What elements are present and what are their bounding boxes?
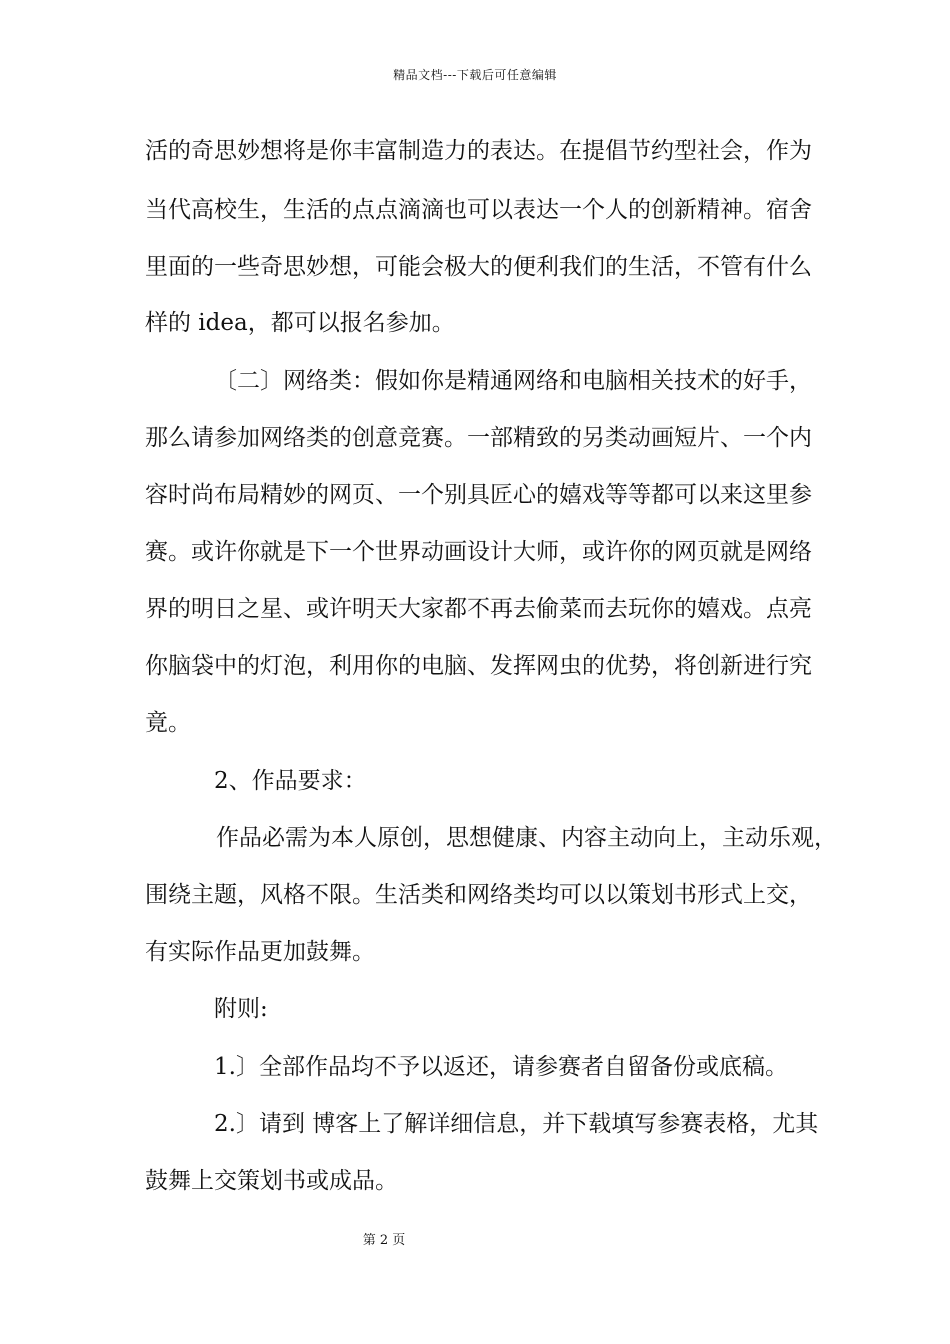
section-heading-network: 〔二〕网络类：假如你是精通网络和电脑相关技术的好手， [214, 368, 812, 394]
body-text-line: 围绕主题，风格不限。生活类和网络类均可以以策划书形式上交， [145, 882, 812, 908]
body-text-line: 里面的一些奇思妙想，可能会极大的便利我们的生活，不管有什么 [145, 254, 812, 280]
body-text-line: 样的 idea，都可以报名参加。 [145, 310, 455, 336]
page-header: 精品文档---下载后可任意编辑 [393, 68, 557, 82]
body-text-line: 鼓舞上交策划书或成品。 [145, 1168, 398, 1194]
body-text-line: 当代高校生，生活的点点滴滴也可以表达一个人的创新精神。宿舍 [145, 197, 812, 223]
section-heading-appendix: 附则: [214, 996, 268, 1022]
body-text-line: 那么请参加网络类的创意竞赛。一部精致的另类动画短片、一个内 [145, 425, 812, 451]
section-heading-requirements: 2、作品要求： [214, 768, 367, 794]
body-text-line: 你脑袋中的灯泡，利用你的电脑、发挥网虫的优势，将创新进行究 [145, 653, 812, 679]
body-text-line: 界的明日之星、或许明天大家都不再去偷菜而去玩你的嬉戏。点亮 [145, 596, 812, 622]
page-number: 第 2 页 [362, 1233, 406, 1248]
body-text-line: 容时尚布局精妙的网页、一个别具匠心的嬉戏等等都可以来这里参 [145, 482, 812, 508]
body-text-line: 有实际作品更加鼓舞。 [145, 939, 375, 965]
body-text-line: 活的奇思妙想将是你丰富制造力的表达。在提倡节约型社会，作为 [145, 138, 812, 164]
list-item: 1.〕全部作品均不予以返还，请参赛者自留备份或底稿。 [214, 1054, 788, 1080]
list-item: 2.〕请到 博客上了解详细信息，并下载填写参赛表格，尤其 [214, 1111, 819, 1137]
body-text-line: 赛。或许你就是下一个世界动画设计大师，或许你的网页就是网络 [145, 539, 812, 565]
body-text-line: 作品必需为本人原创，思想健康、内容主动向上，主动乐观， [216, 825, 837, 851]
body-text-line: 竟。 [145, 710, 191, 736]
